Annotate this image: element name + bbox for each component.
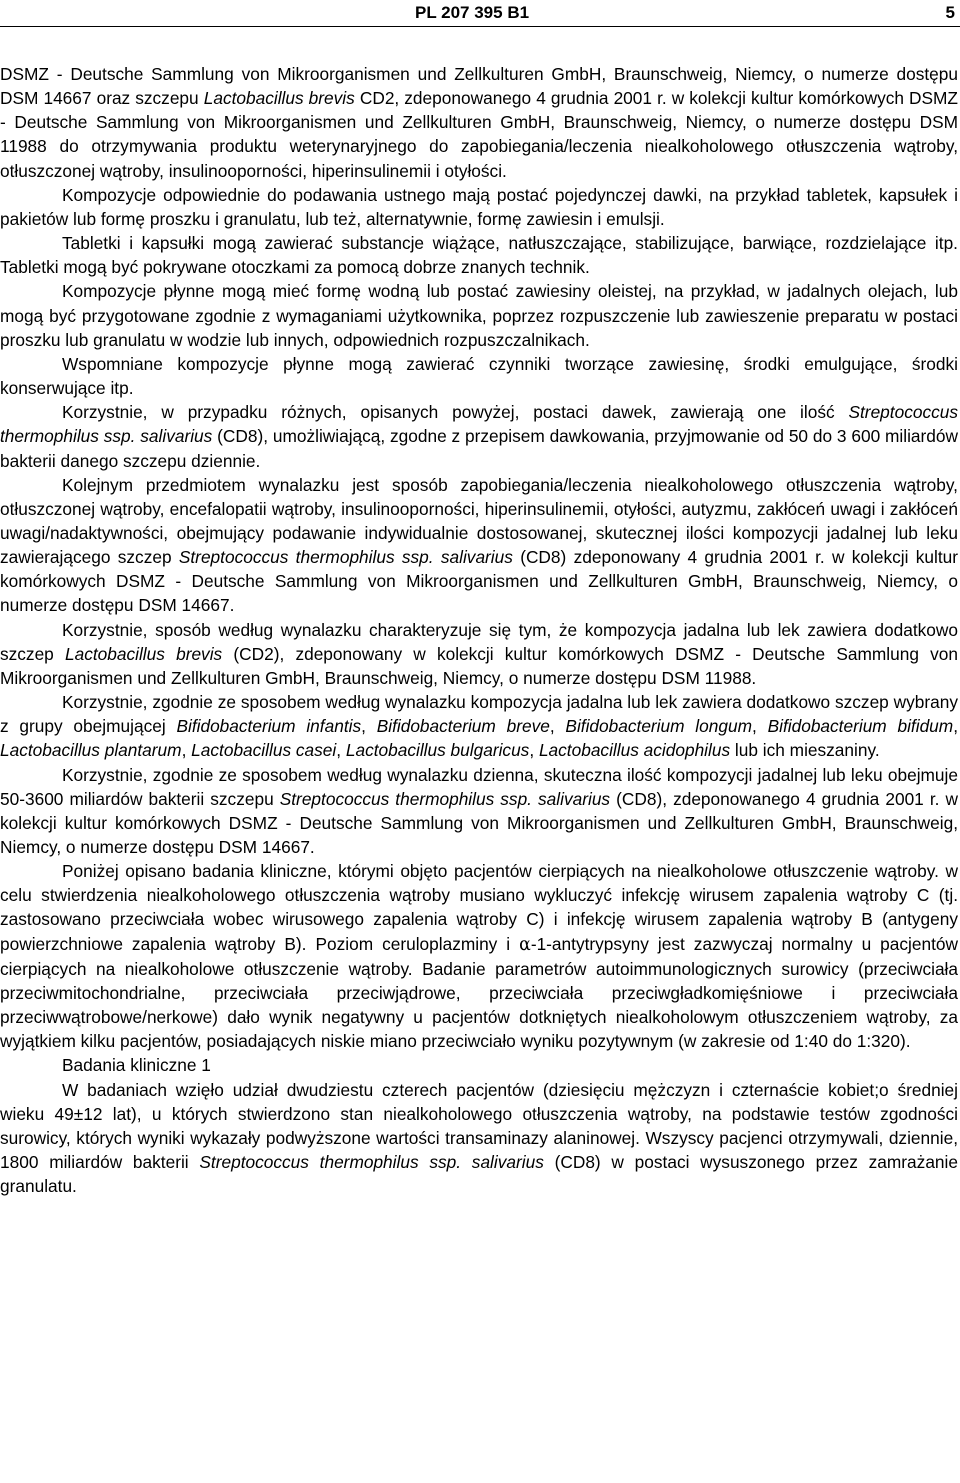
text-run: Kompozycje odpowiednie do podawania ustnego mają postać pojedynczej dawki, na przykład tabletek, kapsułek i pakietów lub formę proszku i granulatu, lub też, alternatywnie, formę zawiesin i emulsji. bbox=[0, 184, 958, 229]
page-number: 5 bbox=[945, 3, 955, 22]
italic-term: Streptococcus thermophilus ssp. salivarius bbox=[178, 547, 513, 568]
paragraph bbox=[0, 690, 958, 762]
text-run: DSMZ - Deutsche Sammlung von Mikroorganismen und Zellkulturen GmbH, Braunschweig, Niemcy, o numerze dostępu DSM 14667 oraz szczepu bbox=[0, 64, 958, 109]
text-run: Wspomniane kompozycje płynne mogą zawierać czynniki tworzące zawiesinę, środki emulgujące, środki konserwujące itp. bbox=[0, 353, 958, 399]
text-run: Poniżej opisano badania kliniczne, którymi objęto pacjentów cierpiących na niealkoholowe otłuszczenie wątroby. w celu stwierdzenia niealkoholowego otłuszczenia wątroby musiano wykluczyć infekcję wirusem zapalenia wątroby C (tj. zastosowano przeciwciała wobec wirusowego zapalenia wątroby C) i infekcję wirusem zapalenia wątroby B (antygeny powierzchniowe zapalenia wątroby B). Poziom ceruloplazminy i bbox=[0, 861, 958, 954]
text-run: , bbox=[752, 716, 768, 737]
paragraph bbox=[0, 1078, 958, 1199]
text-run: Tabletki i kapsułki mogą zawierać substancje wiążące, natłuszczające, stabilizujące, barwiące, rozdzielające itp. Tabletki mogą być pokrywane otoczkami za pomocą dobrze znanych technik. bbox=[0, 233, 958, 278]
paragraph bbox=[0, 352, 958, 400]
text-run: -1-antytrypsyny jest zazwyczaj normalny u pacjentów cierpiących na niealkoholowe otłuszczenie wątroby. Badanie parametrów autoimmunologicznych surowicy (przeciwciała przeciwmitochondrialne, przeciwciała przeciwjądrowe, przeciwciała przeciwgładkomięśniowe i przeciwciała przeciwwątrobowe/nerkowe) dało wynik negatywny u pacjentów dotkniętych niealkoholowym otłuszczeniem wątroby, za wyjątkiem kilku pacjentów, posiadających niskie miano przeciwciało wyniku pozytywnym (w zakresie od 1:40 do 1:320). bbox=[0, 933, 958, 1052]
italic-term: Lactobacillus casei bbox=[191, 740, 337, 761]
text-run: , bbox=[361, 716, 377, 737]
text-run: , bbox=[336, 740, 346, 761]
greek-symbol: α bbox=[519, 934, 531, 955]
text-run: , bbox=[549, 716, 566, 737]
italic-term: Lactobacillus acidophilus bbox=[538, 740, 731, 761]
page-header bbox=[0, 0, 960, 26]
text-run: lub ich mieszaniny. bbox=[730, 740, 880, 761]
paragraph bbox=[0, 859, 958, 1053]
italic-term: Lactobacillus brevis bbox=[203, 88, 355, 109]
text-run: Korzystnie, zgodnie ze sposobem według wynalazku dzienna, skuteczna ilość kompozycji jadalnej lub leku obejmuje 50-3600 miliardów bakterii szczepu bbox=[0, 764, 958, 809]
text-run: W badaniach wzięło udział dwudziestu czterech pacjentów (dziesięciu mężczyzn i czternaście kobiet;o średniej wieku 49±12 lat), u których stwierdzono stan niealkoholowego otłuszczenia wątroby, na podstawie testów zgodności surowicy, których wyniki wykazały podwyższone wartości transaminazy alaninowej. Wszyscy pacjenci otrzymywali, dziennie, 1800 miliardów bakterii bbox=[0, 1079, 958, 1173]
paragraph bbox=[0, 183, 958, 231]
paragraph bbox=[0, 62, 958, 183]
italic-term: Streptococcus thermophilus ssp. salivarius bbox=[0, 402, 958, 447]
text-run: , bbox=[181, 740, 192, 761]
italic-term: Lactobacillus brevis bbox=[64, 643, 223, 664]
paragraph bbox=[0, 618, 958, 690]
italic-term: Lactobacillus plantarum bbox=[0, 740, 182, 761]
text-run: , bbox=[529, 740, 539, 761]
text-run: Korzystnie, sposób według wynalazku charakteryzuje się tym, że kompozycja jadalna lub lek zawiera dodatkowo szczep bbox=[0, 619, 958, 664]
text-run: CD2, zdeponowanego 4 grudnia 2001 r. w kolekcji kultur komórkowych DSMZ - Deutsche Sammlung von Mikroorganismen und Zellkulturen GmbH, Braunschweig, Niemcy, o numerze dostępu DSM 11988 do otrzymywania produktu weterynaryjnego do zapobiegania/leczenia niealkoholowego otłuszczenia wątroby, otłuszczonej wątroby, insulinooporności, hiperinsulinemii i otyłości. bbox=[0, 88, 958, 181]
italic-term: Lactobacillus bulgaricus bbox=[345, 740, 530, 761]
paragraph bbox=[0, 231, 958, 279]
paragraph bbox=[0, 400, 958, 472]
text-run: , bbox=[953, 716, 959, 737]
text-run: (CD8) zdeponowany 4 grudnia 2001 r. w kolekcji kultur komórkowych DSMZ - Deutsche Sammlung von Mikroorganismen und Zellkulturen GmbH, Braunschweig, Niemcy, o numerze dostępu DSM 14667. bbox=[0, 547, 958, 616]
paragraph bbox=[0, 279, 958, 351]
text-run: (CD8), umożliwiającą, zgodne z przepisem dawkowania, przyjmowanie od 50 do 3 600 miliardów bakterii danego szczepu dziennie. bbox=[0, 426, 958, 471]
text-run: (CD8), zdeponowanego 4 grudnia 2001 r. w kolekcji kultur komórkowych DSMZ - Deutsche Sammlung von Mikroorganismen und Zellkulturen GmbH, Braunschweig, Niemcy, o numerze dostępu DSM 14667. bbox=[0, 788, 958, 857]
text-run: Kolejnym przedmiotem wynalazku jest sposób zapobiegania/leczenia niealkoholowego otłuszczenia wątroby, otłuszczonej wątroby, encefalopatii wątroby, insulinooporności, hiperinsulinemii, otyłości, autyzmu, zakłóceń uwagi i zakłóceń uwagi/nadaktywności, obejmujący podawanie indywidualnie dostosowanej, skutecznej ilości kompozycji jadalnej lub leku zawierającego szczep bbox=[0, 474, 958, 568]
text-run: Korzystnie, zgodnie ze sposobem według wynalazku kompozycja jadalna lub lek zawiera dodatkowo szczep wybrany z grupy obejmującej bbox=[0, 692, 958, 737]
text-run: (CD8) w postaci wysuszonego przez zamrażanie granulatu. bbox=[0, 1152, 958, 1197]
italic-term: Bifidobacterium longum bbox=[565, 716, 752, 737]
text-run: Badania kliniczne 1 bbox=[62, 1055, 211, 1076]
paragraph bbox=[0, 473, 958, 618]
patent-number: PL 207 395 B1 bbox=[415, 3, 530, 22]
document-body bbox=[0, 62, 958, 1198]
italic-term: Bifidobacterium infantis bbox=[176, 716, 362, 737]
italic-term: Bifidobacterium breve bbox=[376, 716, 550, 737]
text-run: Korzystnie, w przypadku różnych, opisanych powyżej, postaci dawek, zawierają one ilość bbox=[62, 402, 849, 423]
text-run: (CD2), zdeponowany w kolekcji kultur komórkowych DSMZ - Deutsche Sammlung von Mikroorganismen und Zellkulturen GmbH, Braunschweig, Niemcy, o numerze dostępu DSM 11988. bbox=[0, 643, 958, 688]
paragraph bbox=[0, 763, 958, 860]
text-run: Kompozycje płynne mogą mieć formę wodną lub postać zawiesiny oleistej, na przykład, w jadalnych olejach, lub mogą być przygotowane zgodnie z wymaganiami użytkownika, poprzez rozpuszczenie lub zawieszenie preparatu w postaci proszku lub granulatu w wodzie lub innych, odpowiednich rozpuszczalnikach. bbox=[0, 281, 958, 350]
header-rule bbox=[0, 26, 960, 27]
paragraph bbox=[0, 1053, 958, 1077]
italic-term: Streptococcus thermophilus ssp. salivarius bbox=[279, 788, 611, 809]
italic-term: Streptococcus thermophilus ssp. salivarius bbox=[199, 1152, 544, 1173]
italic-term: Bifidobacterium bifidum bbox=[767, 716, 954, 737]
